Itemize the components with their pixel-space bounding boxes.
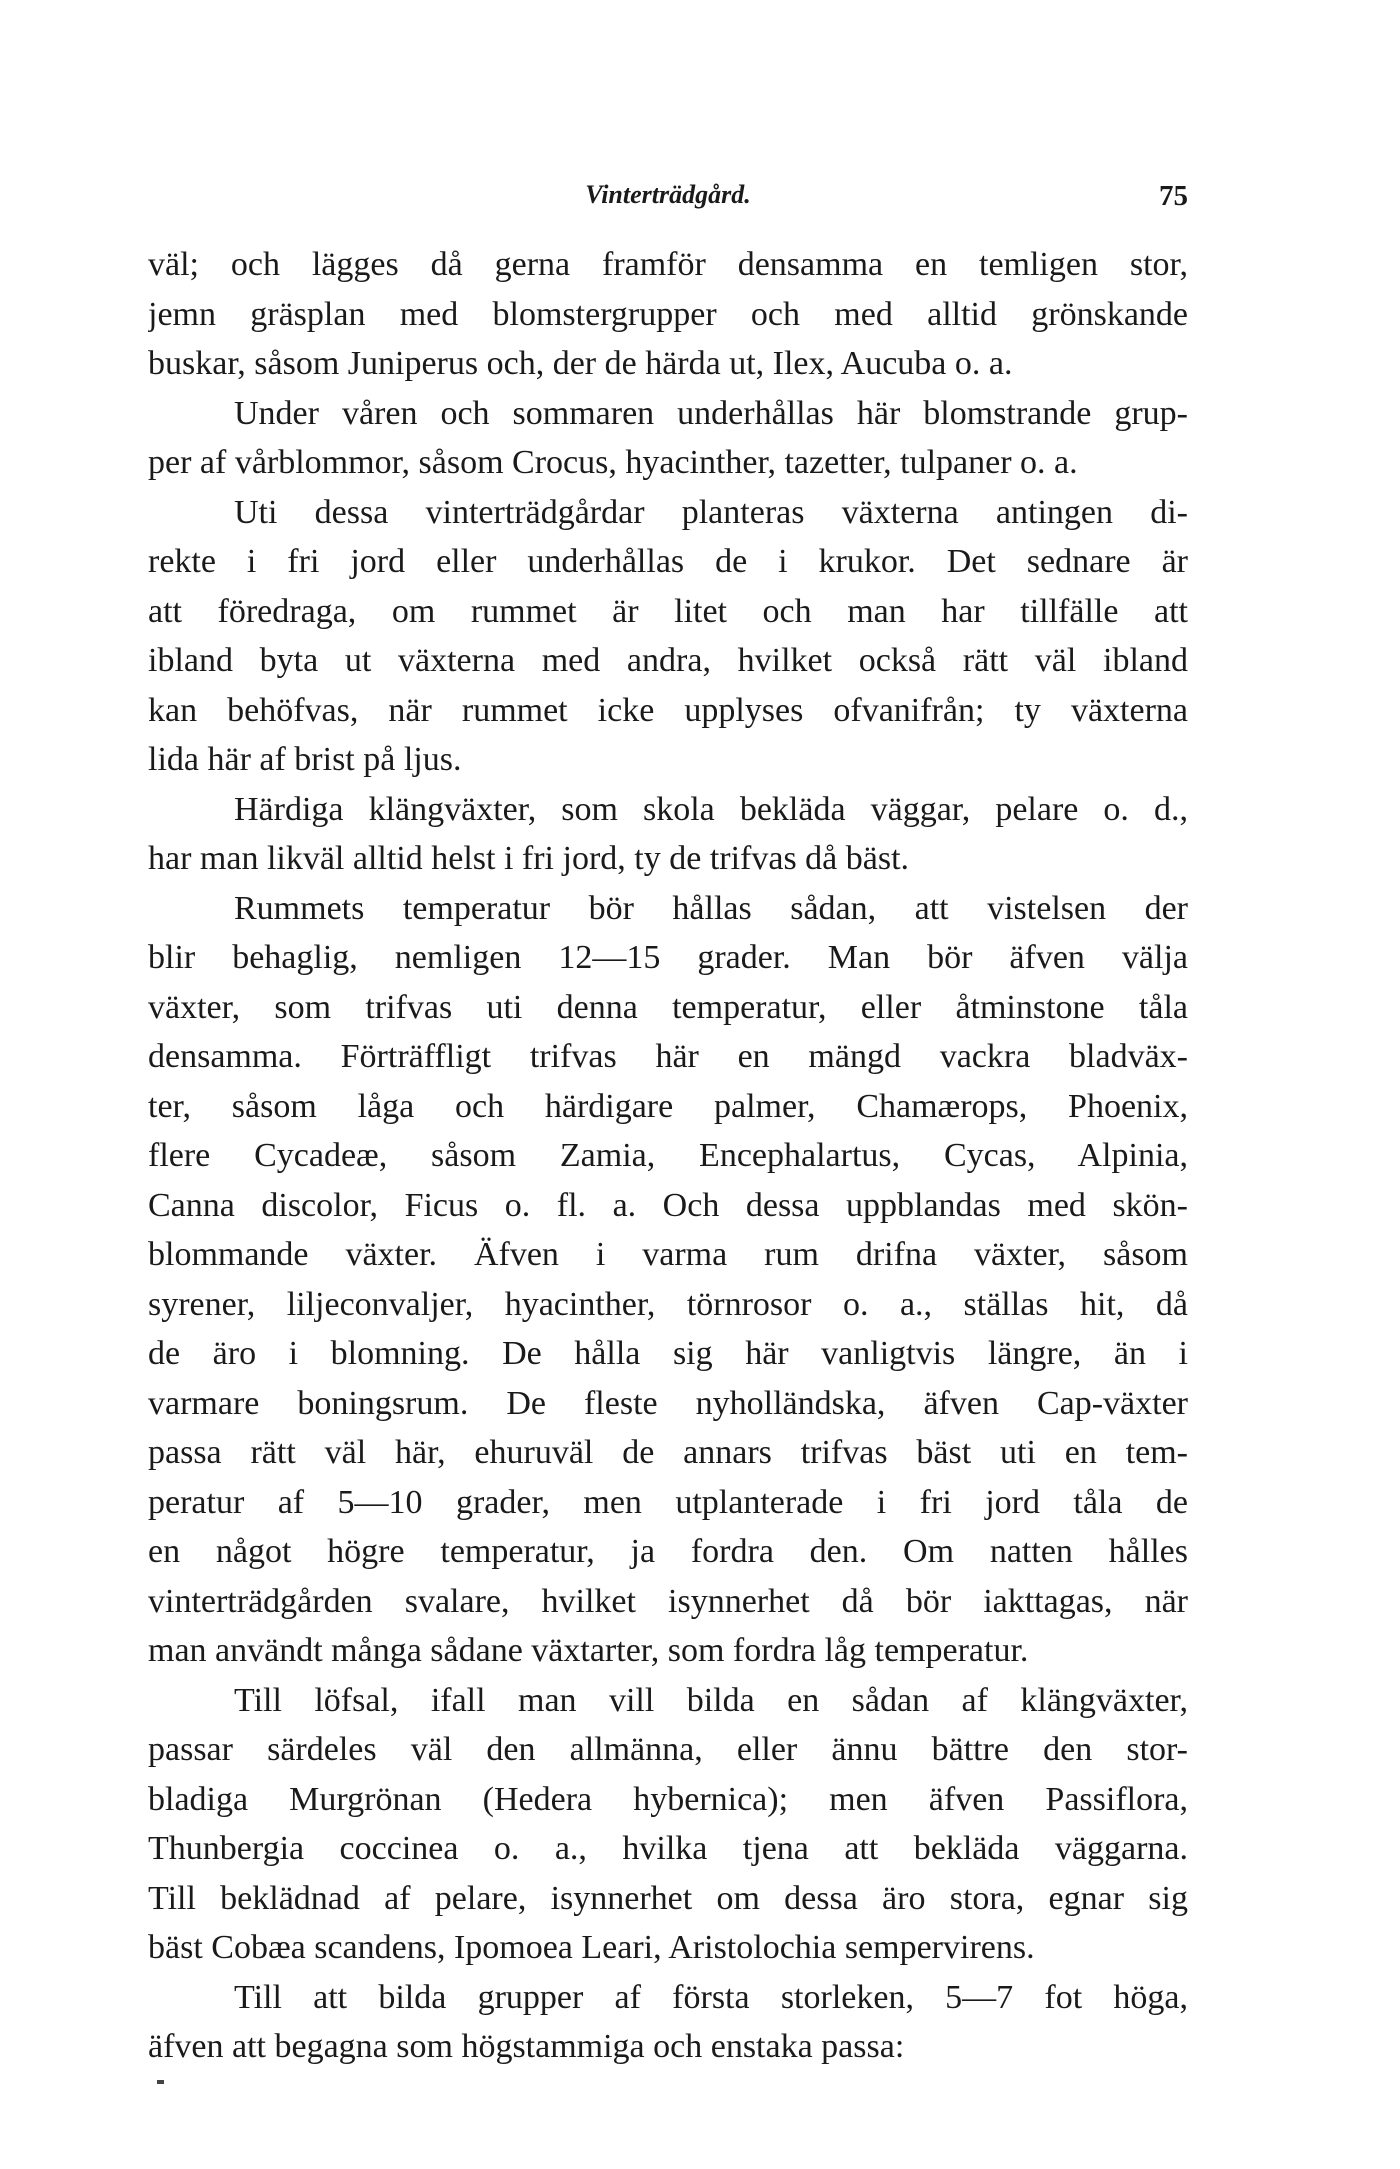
text-line: per af vårblommor, såsom Crocus, hyacinther, tazetter, tulpaner o. a. xyxy=(148,444,1078,481)
text-line: passa rätt väl här, ehuruväl de annars trifvas bäst uti en tem- xyxy=(148,1434,1188,1471)
text-line: blir behaglig, nemligen 12—15 grader. Man bör äfven välja xyxy=(148,939,1188,976)
text-line: ibland byta ut växterna med andra, hvilket också rätt väl ibland xyxy=(148,642,1188,679)
text-line: flere Cycadeæ, såsom Zamia, Encephalartus, Cycas, Alpinia, xyxy=(148,1137,1188,1174)
text-line: har man likväl alltid helst i fri jord, ty de trifvas då bäst. xyxy=(148,840,910,877)
text-line: att föredraga, om rummet är litet och man har tillfälle att xyxy=(148,592,1188,630)
body-text xyxy=(148,240,1188,2072)
text-line: blommande växter. Äfven i varma rum drifna växter, såsom xyxy=(148,1236,1188,1273)
text-line: jemn gräsplan med blomstergrupper och med alltid grönskande xyxy=(148,295,1188,333)
page-header xyxy=(148,180,1188,224)
text-line: vinterträdgården svalare, hvilket isynnerhet då bör iakttagas, när xyxy=(148,1582,1188,1620)
text-line: bäst Cobæa scandens, Ipomoea Leari, Aristolochia sempervirens. xyxy=(148,1929,1035,1966)
text-line: Thunbergia coccinea o. a., hvilka tjena att bekläda väggarna. xyxy=(148,1830,1188,1867)
text-line: väl; och lägges då gerna framför densamma en temligen stor, xyxy=(148,246,1188,283)
text-line: Uti dessa vinterträdgårdar planteras växterna antingen di- xyxy=(234,493,1188,531)
text-line: en något högre temperatur, ja fordra den. Om natten hålles xyxy=(148,1533,1188,1570)
text-line: lida här af brist på ljus. xyxy=(148,741,462,778)
text-line: Canna discolor, Ficus o. fl. a. Och dessa uppblandas med skön- xyxy=(148,1186,1188,1224)
text-line: ter, såsom låga och härdigare palmer, Chamærops, Phoenix, xyxy=(148,1087,1188,1125)
text-line: buskar, såsom Juniperus och, der de härda ut, Ilex, Aucuba o. a. xyxy=(148,345,1013,382)
text-line: Rummets temperatur bör hållas sådan, att vistelsen der xyxy=(234,889,1188,927)
text-line: Härdiga klängväxter, som skola bekläda väggar, pelare o. d., xyxy=(234,790,1188,828)
text-line: bladiga Murgrönan (Hedera hybernica); men äfven Passiflora, xyxy=(148,1780,1188,1818)
text-line: äfven att begagna som högstammiga och enstaka passa: xyxy=(148,2028,905,2065)
text-line: kan behöfvas, när rummet icke upplyses ofvanifrån; ty växterna xyxy=(148,691,1188,729)
text-line: Till beklädnad af pelare, isynnerhet om dessa äro stora, egnar sig xyxy=(148,1879,1188,1917)
page-number: 75 xyxy=(1159,180,1188,212)
running-title: Vinterträdgård. xyxy=(585,180,751,209)
text-line: rekte i fri jord eller underhållas de i krukor. Det sednare är xyxy=(148,543,1188,580)
text-line: peratur af 5—10 grader, men utplanterade i fri jord tåla de xyxy=(148,1483,1188,1521)
text-line: Till att bilda grupper af första storleken, 5—7 fot höga, xyxy=(234,1978,1188,2016)
text-line: densamma. Förträffligt trifvas här en mängd vackra bladväx- xyxy=(148,1038,1188,1075)
text-line: passar särdeles väl den allmänna, eller ännu bättre den stor- xyxy=(148,1731,1188,1768)
text-line: växter, som trifvas uti denna temperatur, eller åtminstone tåla xyxy=(148,988,1188,1026)
text-line: man användt många sådane växtarter, som fordra låg temperatur. xyxy=(148,1632,1029,1669)
text-line: Till löfsal, ifall man vill bilda en sådan af klängväxter, xyxy=(234,1681,1188,1719)
text-line: syrener, liljeconvaljer, hyacinther, törnrosor o. a., ställas hit, då xyxy=(148,1285,1188,1323)
print-mark xyxy=(157,2080,164,2084)
text-line: Under våren och sommaren underhållas här blomstrande grup- xyxy=(234,394,1188,432)
text-line: varmare boningsrum. De fleste nyholländska, äfven Cap-växter xyxy=(148,1384,1188,1422)
text-line: de äro i blomning. De hålla sig här vanligtvis längre, än i xyxy=(148,1335,1188,1372)
